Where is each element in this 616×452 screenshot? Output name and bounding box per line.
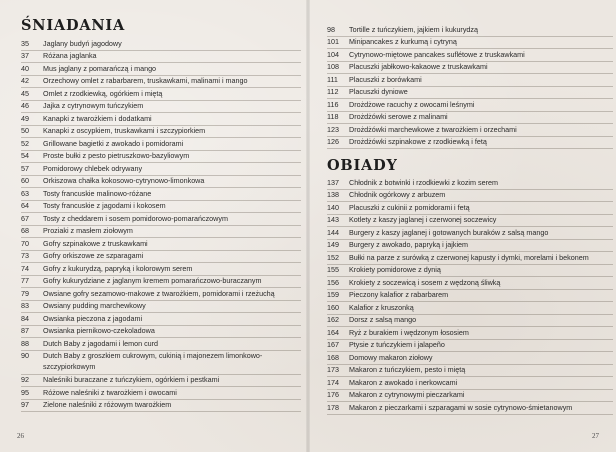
lunch-recipe-list: [327, 177, 613, 415]
recipe-name: Chłodnik z botwinki i rzodkiewki z kozim serem: [349, 177, 498, 187]
recipe-row: [21, 276, 301, 289]
recipe-page-number: 92: [21, 375, 29, 385]
recipe-page-number: 101: [327, 37, 339, 47]
recipe-name: Zielone naleśniki z różowym twarożkiem: [43, 400, 172, 410]
recipe-name: Tortille z tuńczykiem, jajkiem i kukurydzą: [349, 24, 479, 34]
recipe-page-number: 74: [21, 263, 29, 273]
recipe-name: Gofry z kukurydzą, papryką i kolorowym serem: [43, 263, 193, 273]
recipe-page-number: 83: [21, 301, 29, 311]
recipe-row: [327, 365, 613, 378]
recipe-page-number: 46: [21, 101, 29, 111]
recipe-row: [21, 138, 301, 151]
recipe-page-number: 45: [21, 88, 29, 98]
recipe-name: Placuszki jabłkowo-kakaowe z truskawkami: [349, 62, 488, 72]
recipe-row: [327, 290, 613, 303]
recipe-page-number: 118: [327, 112, 339, 122]
recipe-page-number: 70: [21, 238, 29, 248]
recipe-page-number: 49: [21, 113, 29, 123]
recipe-row: [21, 288, 301, 301]
recipe-page-number: 68: [21, 226, 29, 236]
recipe-row: [327, 277, 613, 290]
breakfast-recipe-list-continued: [327, 24, 613, 149]
recipe-row: [21, 163, 301, 176]
recipe-row: [21, 338, 301, 351]
recipe-row: [21, 201, 301, 214]
recipe-row: [327, 177, 613, 190]
recipe-row: [21, 375, 301, 388]
recipe-row: [327, 202, 613, 215]
recipe-page-number: 167: [327, 340, 339, 350]
recipe-row: [327, 137, 613, 150]
recipe-row: [327, 352, 613, 365]
recipe-name: Chłodnik ogórkowy z arbuzem: [349, 190, 446, 200]
page-number-right: 27: [592, 432, 599, 440]
recipe-page-number: 173: [327, 365, 339, 375]
recipe-row: [327, 37, 613, 50]
recipe-name: Owsiany pudding marchewkowy: [43, 301, 146, 311]
recipe-row: [21, 76, 301, 89]
recipe-page-number: 79: [21, 288, 29, 298]
recipe-name: Tosty z cheddarem i sosem pomidorowo-pomarańczowym: [43, 213, 228, 223]
recipe-row: [327, 265, 613, 278]
recipe-page-number: 168: [327, 352, 339, 362]
recipe-page-number: 95: [21, 387, 29, 397]
recipe-name: Domowy makaron ziołowy: [349, 352, 433, 362]
recipe-page-number: 108: [327, 62, 339, 72]
section-title-lunch: OBIADY: [327, 157, 398, 174]
recipe-name: Dutch Baby z jagodami i lemon curd: [43, 338, 159, 348]
recipe-name: Różana jaglanka: [43, 51, 97, 61]
recipe-row: [21, 126, 301, 139]
recipe-name: Kanapki z oscypkiem, truskawkami i szczypiorkiem: [43, 126, 206, 136]
recipe-name: Makaron z pieczarkami i szparagami w sosie cytrynowo-śmietanowym: [349, 402, 573, 412]
recipe-name: Placuszki dyniowe: [349, 87, 408, 97]
recipe-row: [21, 400, 301, 413]
recipe-row: [327, 227, 613, 240]
recipe-name: Owsiane gofry sezamowo-makowe z twarożkiem, pomidorami i rzeżuchą: [43, 288, 275, 298]
recipe-page-number: 159: [327, 290, 339, 300]
recipe-row: [327, 62, 613, 75]
recipe-page-number: 104: [327, 49, 339, 59]
recipe-row: [327, 340, 613, 353]
recipe-page-number: 40: [21, 63, 29, 73]
recipe-page-number: 97: [21, 400, 29, 410]
recipe-page-number: 90: [21, 351, 29, 361]
recipe-name: Minipancakes z kurkumą i cytryną: [349, 37, 457, 47]
recipe-page-number: 88: [21, 338, 29, 348]
recipe-row: [327, 377, 613, 390]
recipe-name: Drożdżówki szpinakowe z rzodkiewką i fetą: [349, 137, 487, 147]
recipe-row: [21, 251, 301, 264]
recipe-row: [21, 263, 301, 276]
recipe-name: Drożdżowe racuchy z owocami leśnymi: [349, 99, 475, 109]
recipe-row: [327, 390, 613, 403]
section-title-breakfast: ŚNIADANIA: [21, 17, 126, 34]
recipe-name: Drożdżówki serowe z malinami: [349, 112, 448, 122]
recipe-row: [327, 327, 613, 340]
recipe-name: Burgery z kaszy jaglanej i gotowanych buraków z salsą mango: [349, 227, 549, 237]
recipe-row: [21, 226, 301, 239]
recipe-row: [327, 24, 613, 37]
recipe-name: Bułki na parze z surówką z czerwonej kapusty i dymki, morelami i bekonem: [349, 252, 589, 262]
recipe-row: [21, 238, 301, 251]
recipe-page-number: 52: [21, 138, 29, 148]
recipe-row: [21, 101, 301, 114]
recipe-row: [327, 215, 613, 228]
recipe-page-number: 35: [21, 38, 29, 48]
recipe-name: Dorsz z salsą mango: [349, 315, 417, 325]
recipe-page-number: 156: [327, 277, 339, 287]
recipe-page-number: 77: [21, 276, 29, 286]
recipe-row: [21, 313, 301, 326]
recipe-row: [21, 213, 301, 226]
recipe-page-number: 164: [327, 327, 339, 337]
recipe-row: [21, 38, 301, 51]
recipe-name: Mus jaglany z pomarańczą i mango: [43, 63, 157, 73]
recipe-page-number: 123: [327, 124, 339, 134]
recipe-row: [327, 99, 613, 112]
recipe-page-number: 63: [21, 188, 29, 198]
recipe-name: Makaron z tuńczykiem, pesto i miętą: [349, 365, 466, 375]
recipe-row: [327, 190, 613, 203]
recipe-name: Makaron z cytrynowymi pieczarkami: [349, 390, 465, 400]
recipe-row: [21, 113, 301, 126]
recipe-page-number: 137: [327, 177, 339, 187]
recipe-row: [21, 176, 301, 189]
recipe-page-number: 57: [21, 163, 29, 173]
recipe-page-number: 60: [21, 176, 29, 186]
recipe-name: Krokiety z soczewicą i sosem z wędzoną śliwką: [349, 277, 501, 287]
recipe-page-number: 54: [21, 151, 29, 161]
recipe-page-number: 160: [327, 302, 339, 312]
recipe-row: [327, 315, 613, 328]
recipe-name: Dutch Baby z groszkiem cukrowym, cukinią i majonezem limonkowo-szczypiorkowym: [43, 351, 263, 371]
recipe-name: Proziaki z masłem ziołowym: [43, 226, 133, 236]
recipe-page-number: 84: [21, 313, 29, 323]
recipe-name: Omlet z rzodkiewką, ogórkiem i miętą: [43, 88, 163, 98]
recipe-row: [21, 301, 301, 314]
left-page: [0, 0, 306, 452]
recipe-page-number: 37: [21, 51, 29, 61]
recipe-name: Gofry szpinakowe z truskawkami: [43, 238, 148, 248]
recipe-row: [21, 387, 301, 400]
recipe-name: Drożdżówki marchewkowe z twarożkiem i orzechami: [349, 124, 517, 134]
recipe-row: [327, 112, 613, 125]
recipe-name: Makaron z awokado i nerkowcami: [349, 377, 458, 387]
recipe-row: [327, 302, 613, 315]
recipe-row: [21, 188, 301, 201]
recipe-row: [327, 252, 613, 265]
recipe-page-number: 112: [327, 87, 339, 97]
recipe-name: Owsianka piernikowo-czekoladowa: [43, 326, 155, 336]
recipe-page-number: 138: [327, 190, 339, 200]
recipe-name: Gofry kukurydziane z jaglanym kremem pomarańczowo-buraczanym: [43, 276, 262, 286]
recipe-name: Gofry orkiszowe ze szparagami: [43, 251, 144, 261]
recipe-name: Ptysie z tuńczykiem i jalapeño: [349, 340, 445, 350]
recipe-row: [21, 51, 301, 64]
recipe-row: [327, 124, 613, 137]
recipe-page-number: 50: [21, 126, 29, 136]
recipe-name: Ryż z burakiem i wędzonym łososiem: [349, 327, 469, 337]
recipe-name: Naleśniki buraczane z tuńczykiem, ogórkiem i pestkami: [43, 375, 220, 385]
recipe-row: [21, 326, 301, 339]
recipe-page-number: 176: [327, 390, 339, 400]
recipe-name: Kanapki z twarożkiem i dodatkami: [43, 113, 152, 123]
recipe-name: Grillowane bagietki z awokado i pomidorami: [43, 138, 184, 148]
recipe-page-number: 155: [327, 265, 339, 275]
recipe-name: Jajka z cytrynowym tuńczykiem: [43, 101, 144, 111]
recipe-name: Orkiszowa chałka kokosowo-cytrynowo-limonkowa: [43, 176, 205, 186]
recipe-name: Burgery z awokado, papryką i jajkiem: [349, 240, 469, 250]
recipe-name: Orzechowy omlet z rabarbarem, truskawkami, malinami i mango: [43, 76, 248, 86]
recipe-page-number: 64: [21, 201, 29, 211]
recipe-page-number: 152: [327, 252, 339, 262]
recipe-page-number: 126: [327, 137, 339, 147]
recipe-page-number: 144: [327, 227, 339, 237]
recipe-name: Tosty francuskie malinowo-różane: [43, 188, 152, 198]
recipe-page-number: 116: [327, 99, 339, 109]
recipe-name: Cytrynowo-miętowe pancakes suflétowe z truskawkami: [349, 49, 525, 59]
recipe-name: Jaglany budyń jagodowy: [43, 38, 122, 48]
recipe-page-number: 178: [327, 402, 339, 412]
recipe-page-number: 174: [327, 377, 339, 387]
recipe-page-number: 149: [327, 240, 339, 250]
recipe-name: Placuszki z cukinii z pomidorami i fetą: [349, 202, 470, 212]
recipe-page-number: 162: [327, 315, 339, 325]
recipe-name: Krokiety pomidorowe z dynią: [349, 265, 441, 275]
recipe-page-number: 73: [21, 251, 29, 261]
recipe-page-number: 143: [327, 215, 339, 225]
recipe-page-number: 42: [21, 76, 29, 86]
recipe-row: [327, 49, 613, 62]
recipe-row: [327, 74, 613, 87]
recipe-name: Kalafior z kruszonką: [349, 302, 414, 312]
right-page: [310, 0, 616, 452]
recipe-page-number: 87: [21, 326, 29, 336]
recipe-row: [21, 88, 301, 101]
recipe-row: [21, 151, 301, 164]
recipe-name: Tosty francuskie z jagodami i kokosem: [43, 201, 166, 211]
recipe-name: Owsianka pieczona z jagodami: [43, 313, 143, 323]
recipe-page-number: 67: [21, 213, 29, 223]
breakfast-recipe-list: [21, 38, 301, 412]
recipe-name: Kotlety z kaszy jaglanej i czerwonej soczewicy: [349, 215, 497, 225]
recipe-row: [21, 351, 301, 375]
recipe-name: Różowe naleśniki z twarożkiem i owocami: [43, 387, 177, 397]
recipe-page-number: 140: [327, 202, 339, 212]
recipe-page-number: 111: [327, 74, 338, 84]
page-number-left: 26: [17, 432, 24, 440]
recipe-name: Pomidorowy chlebek odrywany: [43, 163, 143, 173]
recipe-page-number: 98: [327, 24, 335, 34]
recipe-row: [327, 87, 613, 100]
recipe-name: Placuszki z borówkami: [349, 74, 422, 84]
recipe-row: [327, 402, 613, 415]
recipe-row: [21, 63, 301, 76]
recipe-name: Proste bułki z pesto pietruszkowo-bazyliowym: [43, 151, 190, 161]
recipe-row: [327, 240, 613, 253]
recipe-name: Pieczony kalafior z rabarbarem: [349, 290, 449, 300]
